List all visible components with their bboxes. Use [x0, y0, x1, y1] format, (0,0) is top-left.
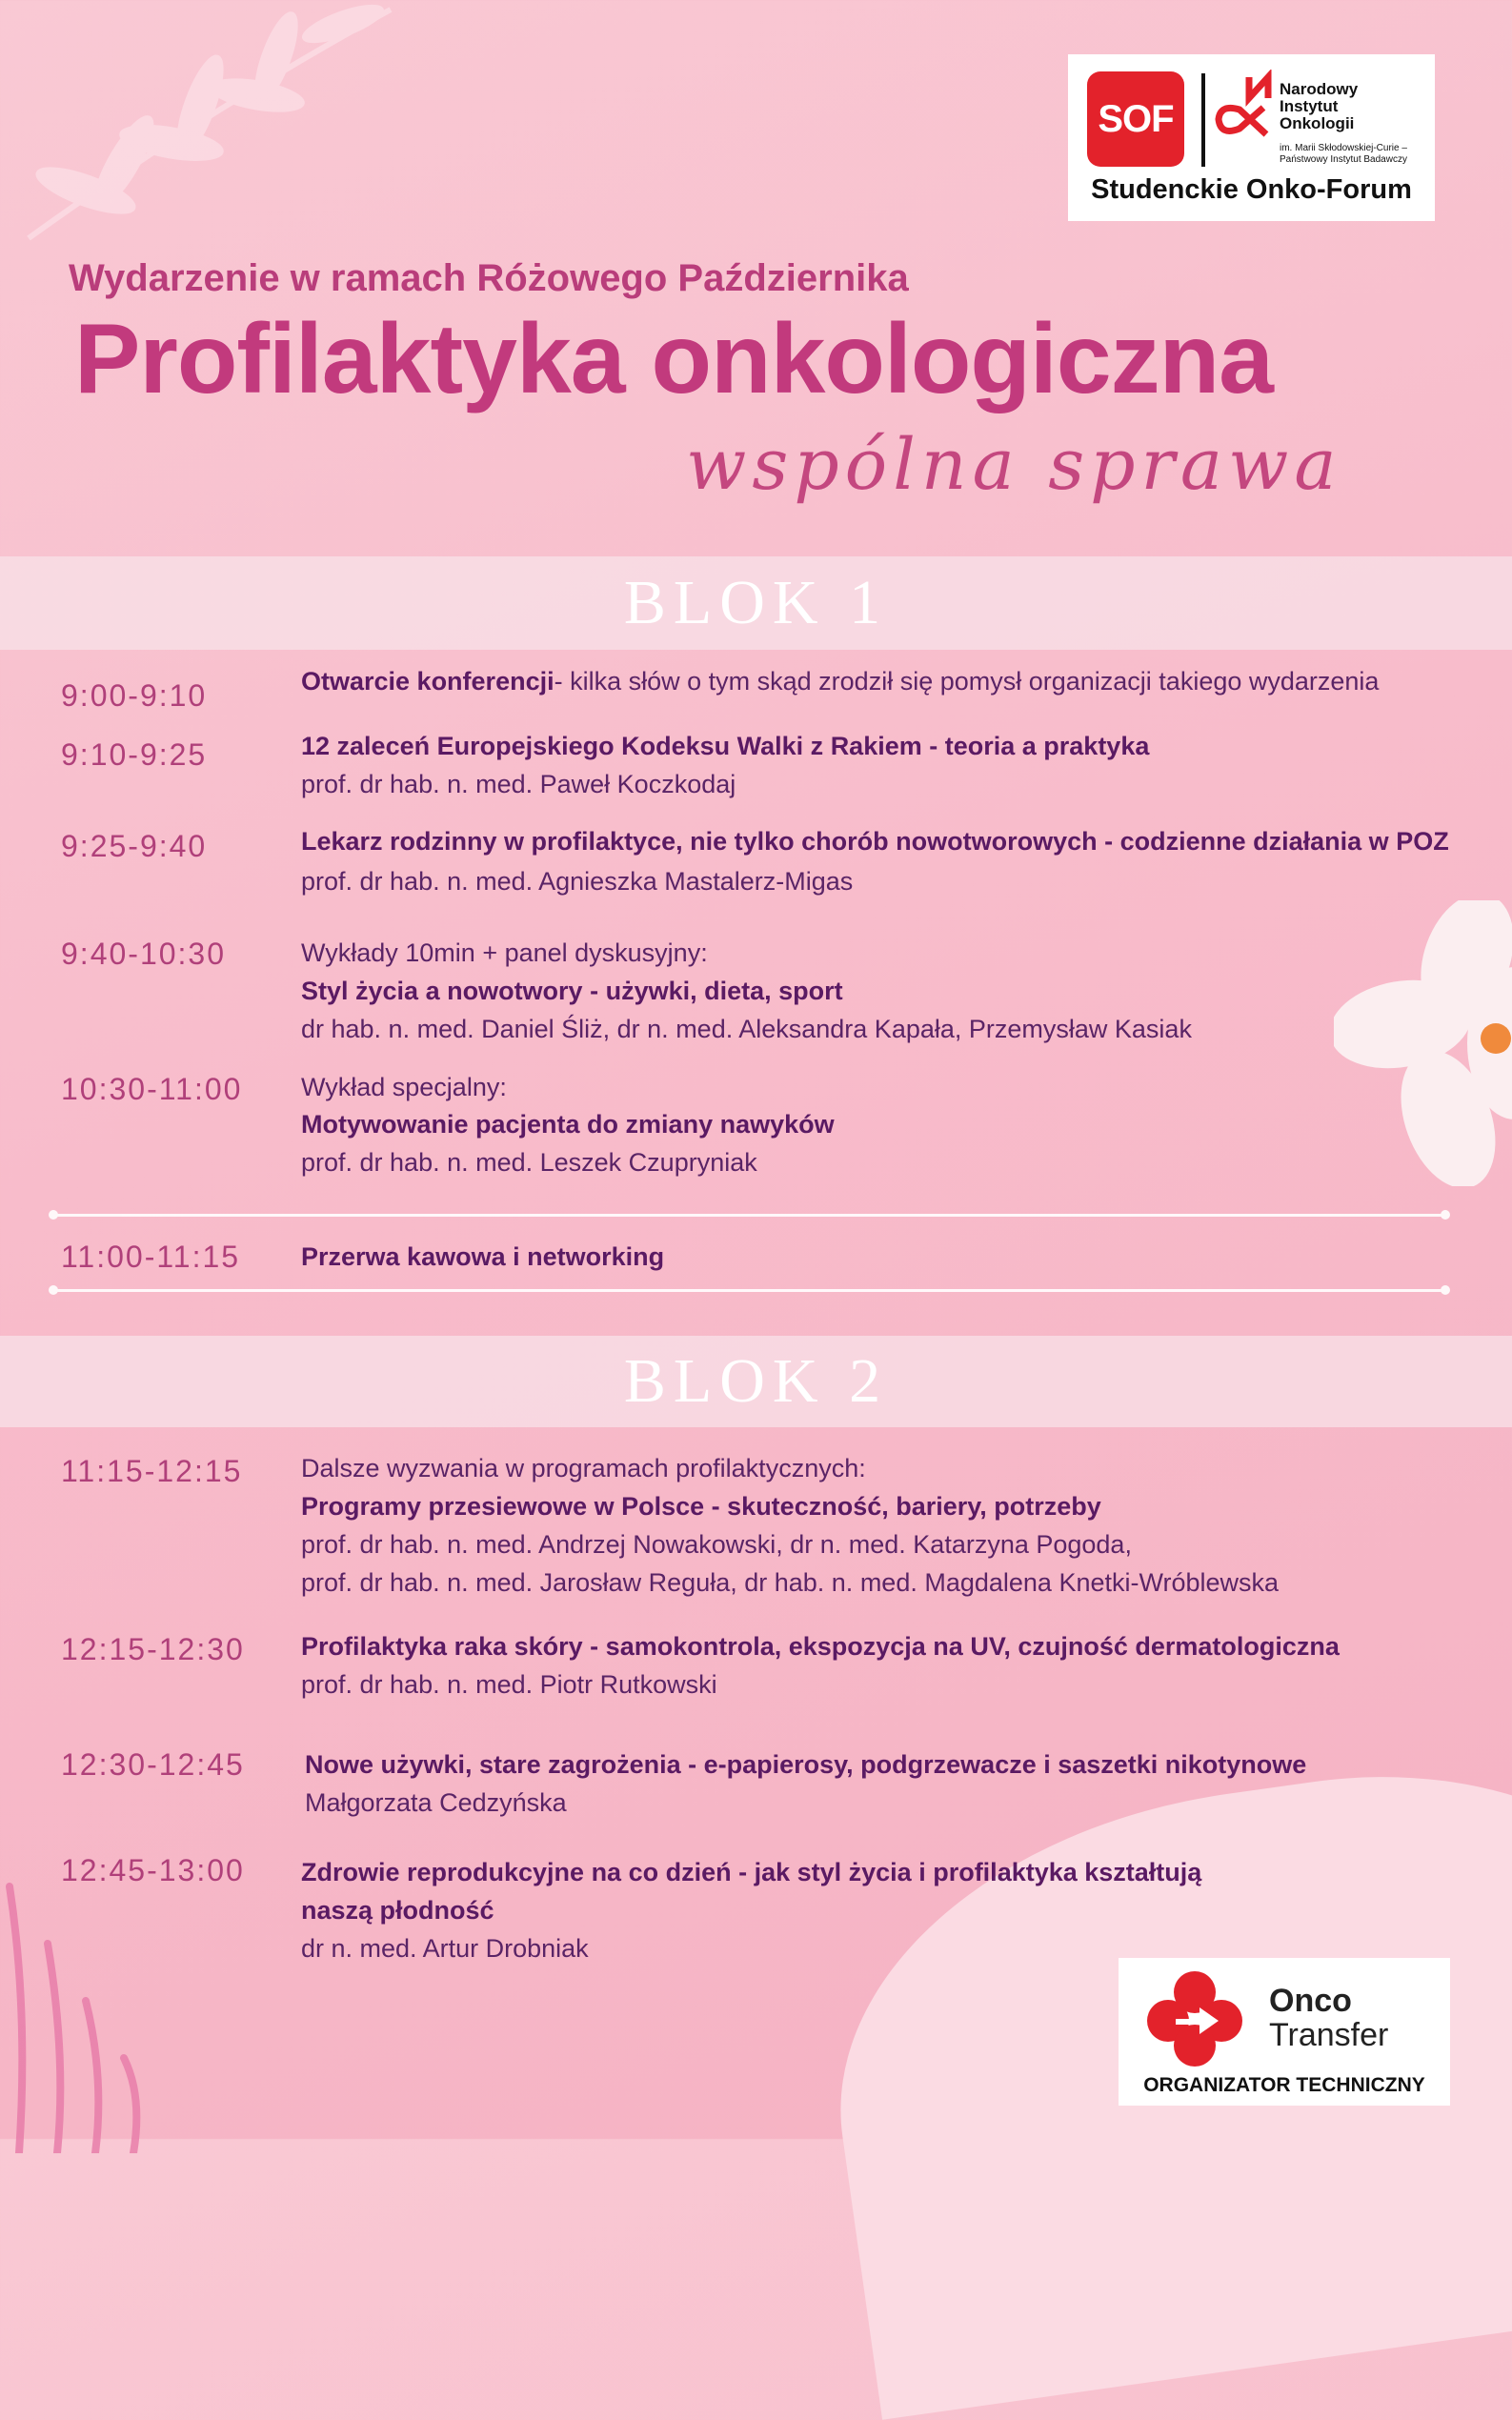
item-title: Motywowanie pacjenta do zmiany nawyków [301, 1110, 835, 1139]
item-speaker: prof. dr hab. n. med. Leszek Czupryniak [301, 1148, 757, 1177]
block2-header: BLOK 2 [0, 1336, 1512, 1427]
nio-logo-icon [1211, 70, 1278, 141]
divider [52, 1289, 1446, 1292]
item-time: 12:45-13:00 [61, 1853, 245, 1887]
fern-decoration [0, 1867, 248, 2153]
flower-decoration [1334, 900, 1512, 1186]
item-speaker: prof. dr hab. n. med. Jarosław Reguła, dr hab. n. med. Magdalena Knetki-Wróblewska [301, 1568, 1280, 1597]
item-time: 11:00-11:15 [61, 1240, 241, 1274]
item-time: 12:15-12:30 [61, 1632, 245, 1666]
logo-divider [1201, 73, 1205, 167]
block1-header: BLOK 1 [0, 556, 1512, 650]
item-title: Nowe używki, stare zagrożenia - e-papierosy, podgrzewacze i saszetki nikotynowe [305, 1750, 1307, 1779]
institute-name [1280, 81, 1358, 132]
item-title: Otwarcie konferencji [301, 667, 554, 696]
item-title: Profilaktyka raka skóry - samokontrola, ekspozycja na UV, czujność dermatologiczna [301, 1632, 1340, 1661]
item-title: Styl życia a nowotwory - używki, dieta, sport [301, 977, 843, 1005]
institute-subtitle [1280, 143, 1407, 166]
institute-sub-line: Państwowy Instytut Badawczy [1280, 154, 1407, 165]
institute-line: Onkologii [1280, 114, 1355, 132]
event-subtitle: Wydarzenie w ramach Różowego Października [69, 257, 909, 299]
institute-line: Narodowy [1280, 80, 1359, 98]
item-speaker: prof. dr hab. n. med. Agnieszka Mastalerz-Migas [301, 867, 854, 896]
item-time: 9:10-9:25 [61, 737, 208, 772]
item-speaker: prof. dr hab. n. med. Paweł Koczkodaj [301, 770, 736, 798]
item-speaker: dr hab. n. med. Daniel Śliż, dr n. med. Aleksandra Kapała, Przemysław Kasiak [301, 1015, 1192, 1043]
item-intro: Wykłady 10min + panel dyskusyjny: [301, 938, 708, 967]
item-time: 9:00-9:10 [61, 678, 208, 713]
leaf-decoration [10, 0, 410, 248]
item-time: 9:40-10:30 [61, 937, 227, 971]
item-title: 12 zaleceń Europejskiego Kodeksu Walki z Rakiem - teoria a praktyka [301, 732, 1150, 760]
item-time: 12:30-12:45 [61, 1747, 245, 1782]
page-title: Profilaktyka onkologiczna [74, 304, 1273, 414]
item-speaker: prof. dr hab. n. med. Andrzej Nowakowski, dr n. med. Katarzyna Pogoda, [301, 1530, 1132, 1559]
item-title-cont: naszą płodność [301, 1896, 494, 1925]
sof-mark: SOF [1087, 71, 1184, 167]
item-speaker: dr n. med. Artur Drobniak [301, 1934, 589, 1963]
item-time: 11:15-12:15 [61, 1454, 243, 1488]
item-title: Programy przesiewowe w Polsce - skuteczność, bariery, potrzeby [301, 1492, 1101, 1521]
sof-logo [1068, 54, 1435, 221]
item-title: Lekarz rodzinny w profilaktyce, nie tylko chorób nowotworowych - codzienne działania w POZ [301, 827, 1449, 856]
organizer-label: ORGANIZATOR TECHNICZNY [1143, 2074, 1425, 2096]
item-description: - kilka słów o tym skąd zrodził się pomysł organizacji takiego wydarzenia [554, 667, 1380, 696]
item-title: Przerwa kawowa i networking [301, 1242, 665, 1271]
sof-name: Studenckie Onko-Forum [1091, 174, 1412, 205]
item-speaker: prof. dr hab. n. med. Piotr Rutkowski [301, 1670, 717, 1699]
item-intro: Dalsze wyzwania w programach profilaktycznych: [301, 1454, 866, 1482]
oncotransfer-logo-icon [1147, 1971, 1242, 2067]
institute-sub-line: im. Marii Skłodowskiej-Curie – [1280, 143, 1407, 153]
item-time: 9:25-9:40 [61, 829, 208, 863]
oncotransfer-logo [1119, 1958, 1450, 2106]
onco-line2: Transfer [1269, 2017, 1389, 2053]
item-time: 10:30-11:00 [61, 1072, 243, 1106]
divider [52, 1214, 1446, 1217]
onco-line1: Onco [1269, 1983, 1352, 2019]
item-intro: Wykład specjalny: [301, 1073, 507, 1101]
item-title: Zdrowie reprodukcyjne na co dzień - jak styl życia i profilaktyka kształtują [301, 1858, 1202, 1886]
item-speaker: Małgorzata Cedzyńska [305, 1788, 567, 1817]
institute-line: Instytut [1280, 97, 1339, 115]
tagline: wspólna sprawa [686, 424, 1342, 506]
